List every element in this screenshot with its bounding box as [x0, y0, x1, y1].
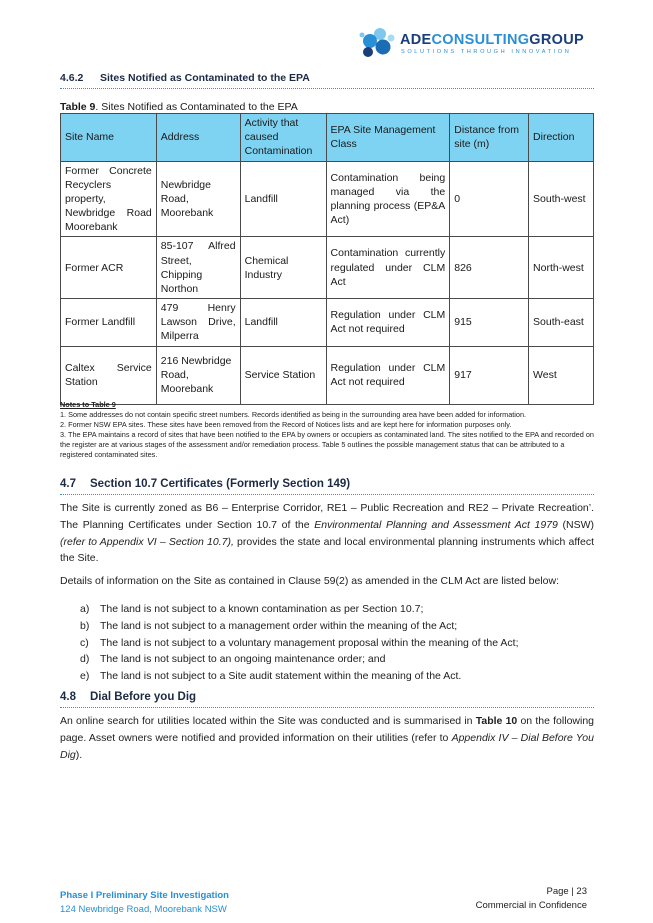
cell-site-name: Former ACR — [61, 237, 157, 299]
notes-heading: Notes to Table 9 — [60, 400, 116, 409]
act-name: Environmental Planning and Assessment Act 1979 — [314, 518, 558, 531]
table-row — [61, 161, 594, 237]
list-item — [80, 618, 590, 635]
appendix-reference: (refer to Appendix VI – Section 10.7), — [60, 535, 234, 548]
list-text: The land is not subject to a voluntary management proposal within the meaning of the Act; — [100, 636, 519, 649]
list-marker: e) — [80, 670, 90, 683]
list-item — [80, 601, 590, 618]
col-header-direction: Direction — [529, 114, 594, 162]
footer-doc-title: Phase I Preliminary Site Investigation — [60, 890, 229, 901]
cell-address: 479 Henry Lawson Drive, Milperra — [156, 299, 240, 347]
list-marker: b) — [80, 619, 90, 632]
list-text: The land is not subject to a management order within the meaning of the Act; — [100, 619, 458, 632]
cell-activity: Landfill — [240, 299, 326, 347]
cell-site-name: Caltex Service Station — [61, 346, 157, 404]
list-marker: a) — [80, 603, 90, 615]
footer-page-info — [476, 885, 587, 913]
col-header-distance: Distance from site (m) — [450, 114, 529, 162]
logo-word-group: GROUP — [529, 32, 584, 48]
page-number: Page | 23 — [546, 886, 587, 897]
logo-wordmark — [400, 32, 584, 48]
col-header-epa-class: EPA Site Management Class — [326, 114, 450, 162]
cell-direction: West — [529, 346, 594, 404]
dbyd-paragraph — [60, 713, 594, 763]
list-marker: c) — [80, 636, 89, 649]
table-caption-text: . Sites Notified as Contaminated to the EPA — [95, 101, 298, 113]
table-caption — [60, 101, 298, 113]
confidentiality-label: Commercial in Confidence — [475, 899, 587, 911]
logo-globe-icon — [356, 24, 398, 60]
list-item — [80, 668, 590, 685]
note-item: 3. The EPA maintains a record of sites that have been notified to the EPA by owners or occupiers as contaminated land. The sites notified to the EPA and recorded on the register are at various stages of the assessment and/or remediation process. Table 5 outlines the possible management status that can be attributed to a registered contaminated sites. — [60, 430, 594, 460]
cell-direction: South-west — [529, 161, 594, 237]
footer-document-info — [60, 889, 229, 917]
dbyd-text-a: An online search for utilities located within the Site was conducted and is summarised in — [60, 715, 476, 727]
dbyd-text-b: on the following page. Asset owners were notified and provided information on their utilities (refer to — [60, 715, 595, 744]
list-text: The land is not subject to a known contamination as per Section 10.7; — [100, 603, 424, 615]
cell-epa-class: Regulation under CLM Act not required — [326, 346, 450, 404]
table-row — [61, 237, 594, 299]
footer-address: 124 Newbridge Road, Moorebank NSW — [60, 903, 227, 915]
cell-distance: 0 — [450, 161, 529, 237]
cell-direction: North-west — [529, 237, 594, 299]
cell-distance: 915 — [450, 299, 529, 347]
note-item: 2. Former NSW EPA sites. These sites have been removed from the Record of Notices lists and are kept here for information purposes only. — [60, 420, 512, 430]
col-header-address: Address — [156, 114, 240, 162]
zoning-paragraph — [60, 500, 594, 567]
table-caption-label: Table 9 — [60, 101, 96, 113]
cell-site-name: Former Concrete Recyclers property, Newbridge Road Moorebank — [61, 161, 157, 237]
section-number: 4.8 — [60, 691, 76, 703]
section-heading-4-6-2 — [60, 72, 594, 89]
cell-epa-class: Contamination currently regulated under CLM Act — [326, 237, 450, 299]
clause-criteria-list — [80, 601, 590, 685]
cell-activity: Chemical Industry — [240, 237, 326, 299]
zoning-text-a: The Site is currently zoned as B6 – Enterprise Corridor, RE1 – Public Recreation and RE2 – Private Recreation’. The Planning Certificates under Section 10.7 of the — [60, 502, 594, 531]
section-heading-4-8 — [60, 691, 594, 708]
appendix-iv-reference: Appendix IV – Dial Before You Dig — [60, 731, 594, 761]
clause-paragraph: Details of information on the Site as contained in Clause 59(2) as amended in the CLM Act are listed below: — [60, 575, 560, 587]
list-text: The land is not subject to a Site audit statement within the meaning of the Act. — [100, 670, 462, 683]
cell-distance: 826 — [450, 237, 529, 299]
list-item — [80, 651, 590, 668]
col-header-site-name: Site Name — [61, 114, 157, 162]
cell-distance: 917 — [450, 346, 529, 404]
company-logo — [356, 24, 601, 60]
cell-address: 216 Newbridge Road, Moorebank — [156, 346, 240, 404]
cell-site-name: Former Landfill — [61, 299, 157, 347]
dbyd-text-c: ). — [75, 748, 83, 761]
cell-epa-class: Contamination being managed via the planning process (EP&A Act) — [326, 161, 450, 237]
contaminated-sites-table — [60, 113, 594, 405]
section-number: 4.7 — [60, 478, 76, 490]
list-text: The land is not subject to an ongoing maintenance order; and — [100, 653, 386, 666]
logo-word-ade: ADE — [400, 32, 432, 48]
table-notes — [60, 400, 594, 460]
logo-word-consulting: CONSULTING — [431, 32, 530, 48]
cell-activity: Service Station — [240, 346, 326, 404]
cell-epa-class: Regulation under CLM Act not required — [326, 299, 450, 347]
table-row — [61, 299, 594, 347]
table-header-row — [61, 114, 594, 162]
table-row — [61, 346, 594, 404]
cell-address: 85-107 Alfred Street, Chipping Northon — [156, 237, 240, 299]
section-title: Sites Notified as Contaminated to the EPA — [100, 72, 310, 84]
note-item: 1. Some addresses do not contain specific street numbers. Records identified as being in the surrounding area have been added for information. — [60, 410, 527, 420]
logo-tagline: SOLUTIONS THROUGH INNOVATION — [401, 49, 572, 55]
cell-address: Newbridge Road, Moorebank — [156, 161, 240, 237]
list-item — [80, 635, 590, 652]
section-title: Dial Before you Dig — [90, 691, 197, 703]
col-header-activity: Activity that caused Contamination — [240, 114, 326, 162]
list-marker: d) — [80, 653, 90, 666]
section-heading-4-7 — [60, 478, 594, 495]
table-10-reference: Table 10 — [475, 715, 518, 727]
cell-activity: Landfill — [240, 161, 326, 237]
zoning-text-c: provides the state and local environmental planning instruments which affect the Site. — [60, 535, 594, 565]
section-title: Section 10.7 Certificates (Formerly Section 149) — [90, 478, 351, 490]
section-number: 4.6.2 — [60, 72, 84, 84]
cell-direction: South-east — [529, 299, 594, 347]
zoning-text-b: (NSW) — [557, 518, 594, 531]
